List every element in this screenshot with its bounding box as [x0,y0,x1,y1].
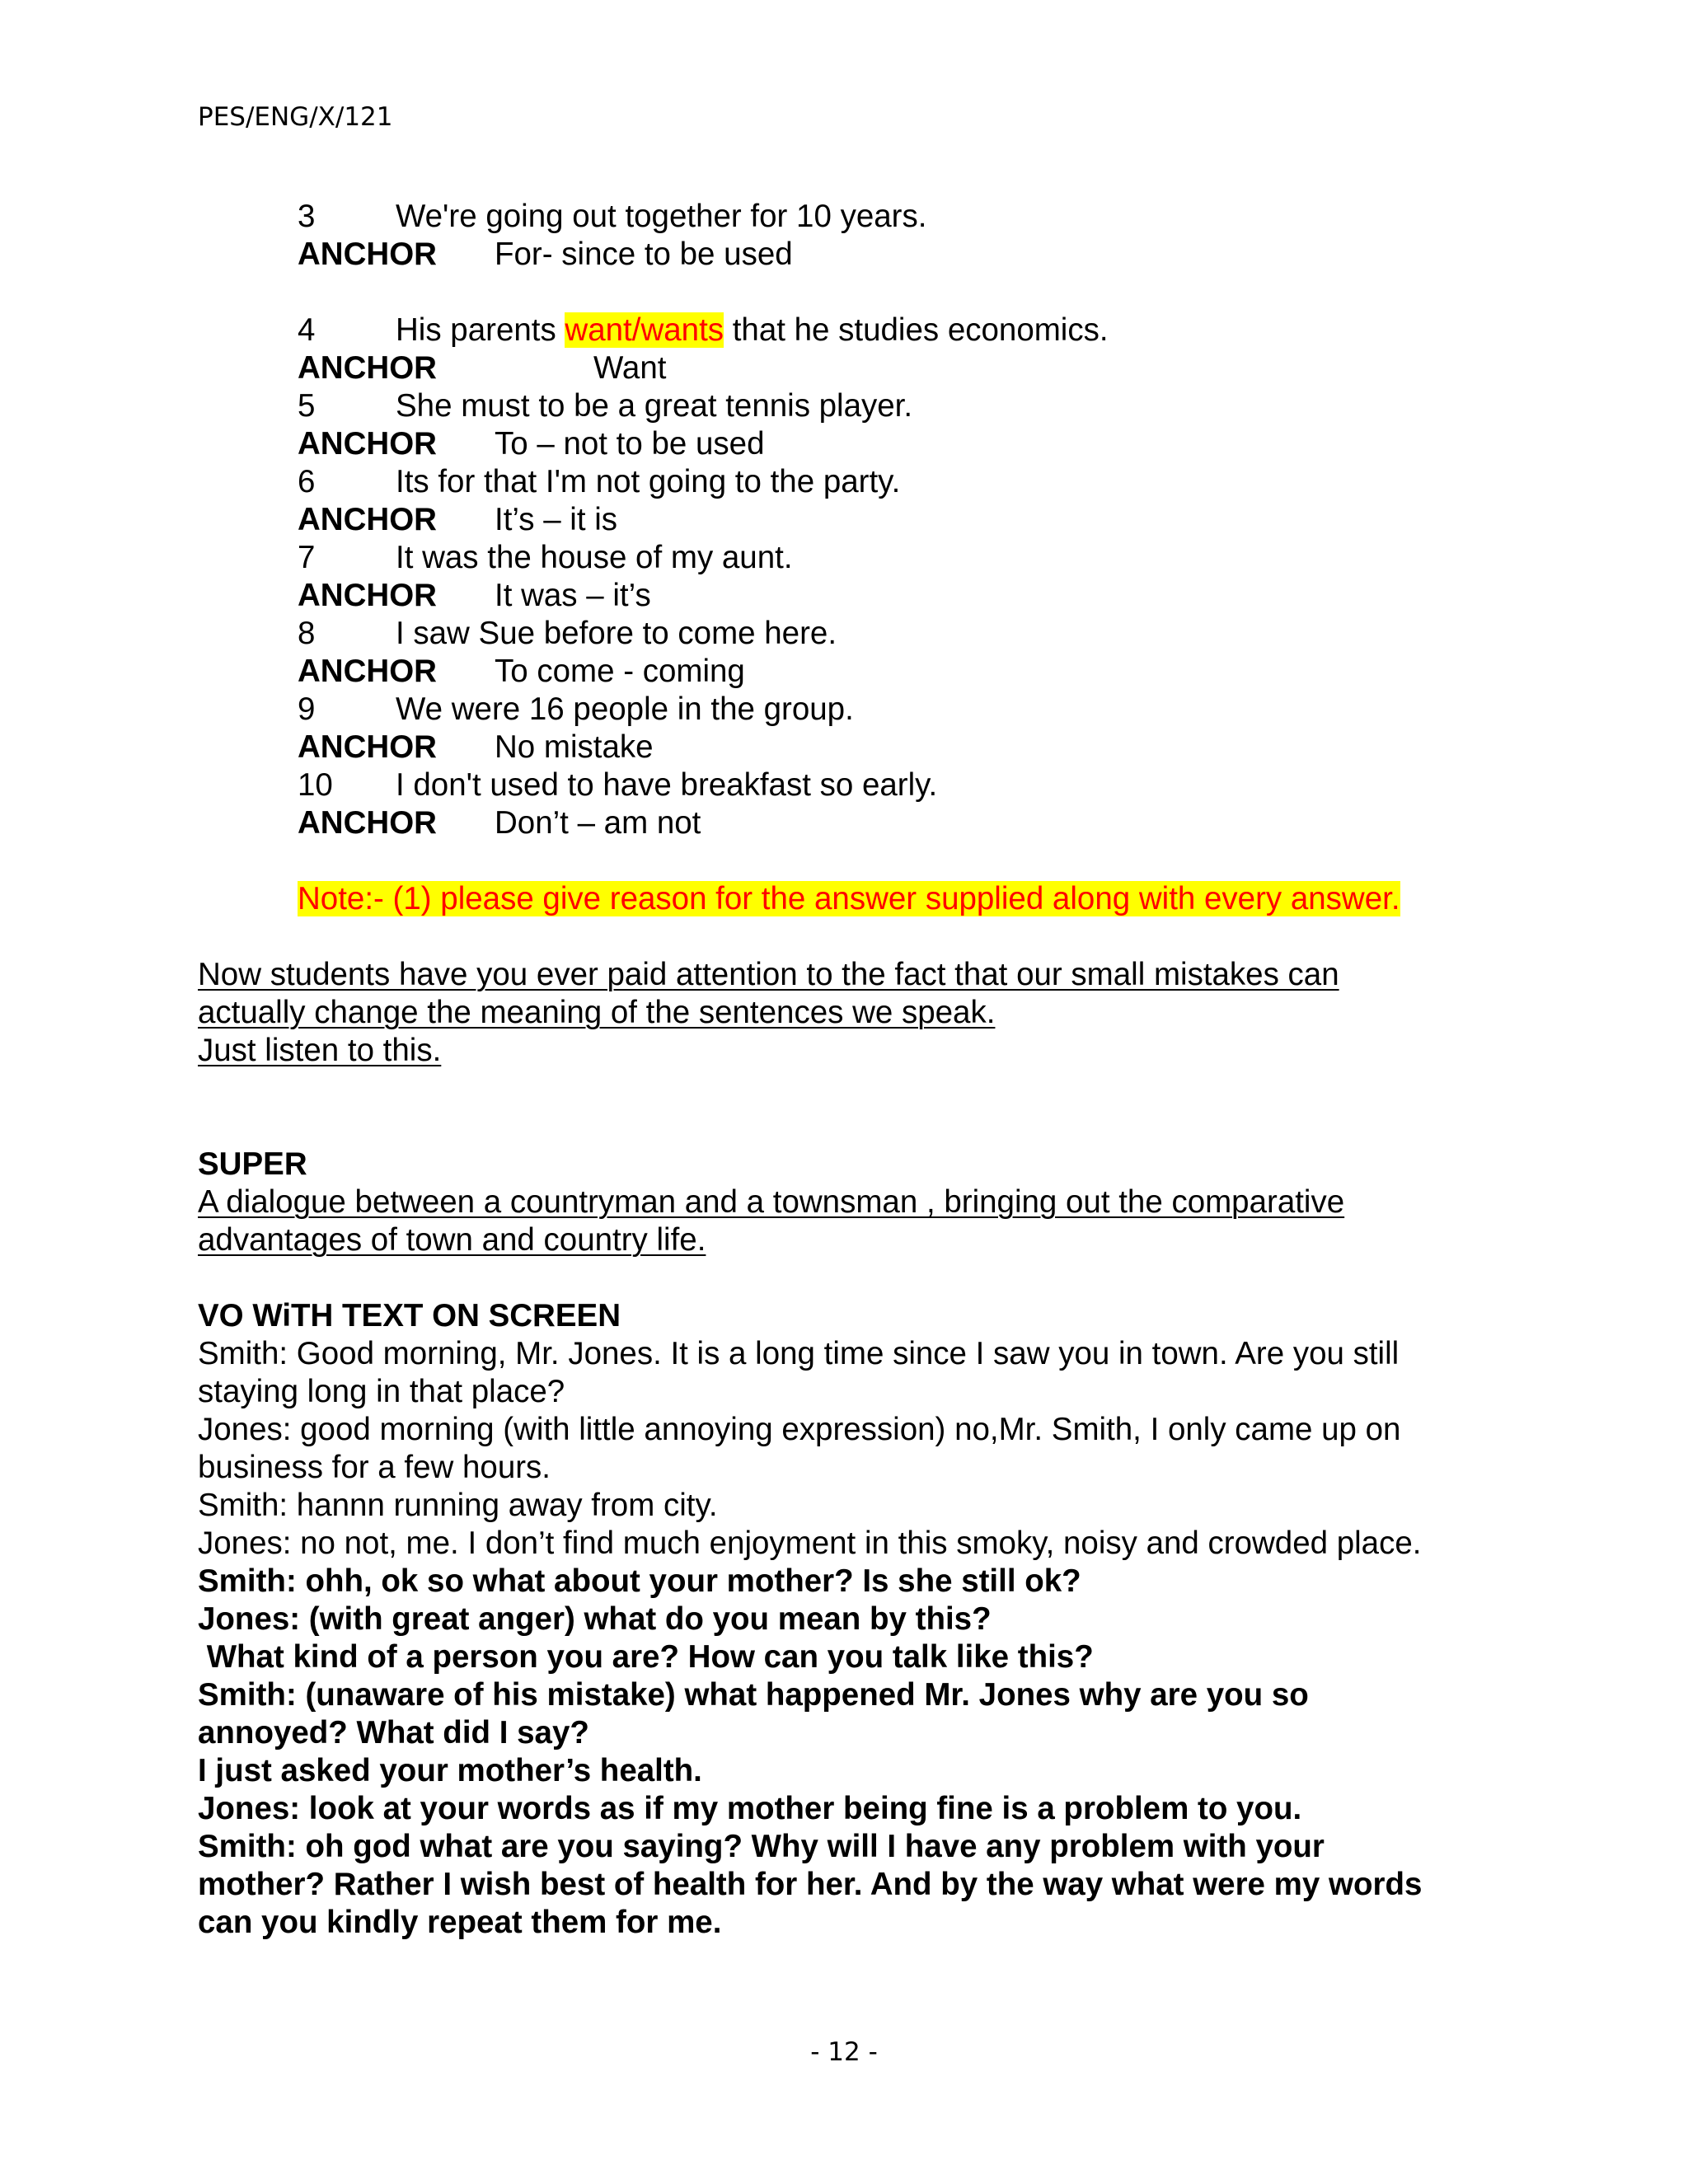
dialogue-line-bold: Jones: look at your words as if my mother being fine is a problem to you. [198,1791,1302,1826]
anchor-answer: No mistake [495,729,654,765]
dialogue-line-bold: Smith: ohh, ok so what about your mother? Is she still ok? [198,1563,1081,1599]
anchor-label: ANCHOR [298,578,437,613]
anchor-answer: It was – it’s [495,578,651,613]
item-sentence: We're going out together for 10 years. [396,199,927,234]
dialogue-line-bold: can you kindly repeat them for me. [198,1905,722,1940]
dialogue-line: Jones: good morning (with little annoying expression) no,Mr. Smith, I only came up on [198,1412,1401,1447]
anchor-label: ANCHOR [298,426,437,462]
exercise-note [298,880,1400,918]
anchor-label: ANCHOR [298,502,437,537]
anchor-answer: To – not to be used [495,426,765,462]
item-number: 7 [298,540,316,575]
item-sentence: I don't used to have breakfast so early. [396,767,938,803]
sentence-text: His parents [396,312,565,348]
anchor-label: ANCHOR [298,350,437,386]
item-sentence [396,312,1109,349]
anchor-answer: Don’t – am not [495,805,701,841]
item-sentence: I saw Sue before to come here. [396,616,837,651]
item-number: 3 [298,199,316,234]
dialogue-line-bold: Jones: (with great anger) what do you mean by this? [198,1601,992,1637]
dialogue-line-bold: What kind of a person you are? How can you talk like this? [198,1639,1094,1675]
anchor-answer: It’s – it is [495,502,618,537]
anchor-label: ANCHOR [298,237,437,272]
dialogue-line: staying long in that place? [198,1374,565,1409]
super-line: A dialogue between a countryman and a townsman , bringing out the comparative [198,1184,1345,1220]
item-number: 10 [298,767,333,803]
dialogue-line: Jones: no not, me. I don’t find much enjoyment in this smoky, noisy and crowded place. [198,1526,1422,1561]
document-code: PES/ENG/X/121 [198,102,393,132]
item-number: 5 [298,388,316,424]
item-sentence: She must to be a great tennis player. [396,388,913,424]
dialogue-line-bold: Smith: oh god what are you saying? Why will I have any problem with your [198,1829,1325,1864]
dialogue-line: Smith: Good morning, Mr. Jones. It is a long time since I saw you in town. Are you still [198,1336,1400,1371]
item-sentence: Its for that I'm not going to the party. [396,464,901,499]
anchor-label: ANCHOR [298,654,437,689]
item-number: 9 [298,691,316,727]
page-number: - 12 - [810,2037,878,2067]
item-number: 8 [298,616,316,651]
dialogue-line-bold: mother? Rather I wish best of health for her. And by the way what were my words [198,1867,1423,1902]
anchor-answer: For- since to be used [495,237,793,272]
highlighted-choice: want/wants [565,312,724,348]
anchor-label: ANCHOR [298,805,437,841]
super-heading: SUPER [198,1146,307,1182]
dialogue-line-bold: I just asked your mother’s health. [198,1753,702,1788]
intro-line: Now students have you ever paid attention to the fact that our small mistakes can [198,957,1339,992]
intro-line: actually change the meaning of the sentences we speak. [198,995,996,1030]
item-number: 4 [298,312,316,348]
intro-line: Just listen to this. [198,1033,442,1068]
item-number: 6 [298,464,316,499]
dialogue-line-bold: Smith: (unaware of his mistake) what happened Mr. Jones why are you so [198,1677,1309,1713]
sentence-text: that he studies economics. [724,312,1109,348]
anchor-label: ANCHOR [298,729,437,765]
note-text: Note:- (1) please give reason for the answer supplied along with every answer. [298,881,1400,916]
vo-heading: VO WiTH TEXT ON SCREEN [198,1298,621,1333]
item-sentence: It was the house of my aunt. [396,540,793,575]
dialogue-line: Smith: hannn running away from city. [198,1488,718,1523]
anchor-answer: Want [593,350,667,386]
super-line: advantages of town and country life. [198,1222,706,1258]
anchor-answer: To come - coming [495,654,745,689]
dialogue-line-bold: annoyed? What did I say? [198,1715,589,1750]
item-sentence: We were 16 people in the group. [396,691,854,727]
dialogue-line: business for a few hours. [198,1450,551,1485]
